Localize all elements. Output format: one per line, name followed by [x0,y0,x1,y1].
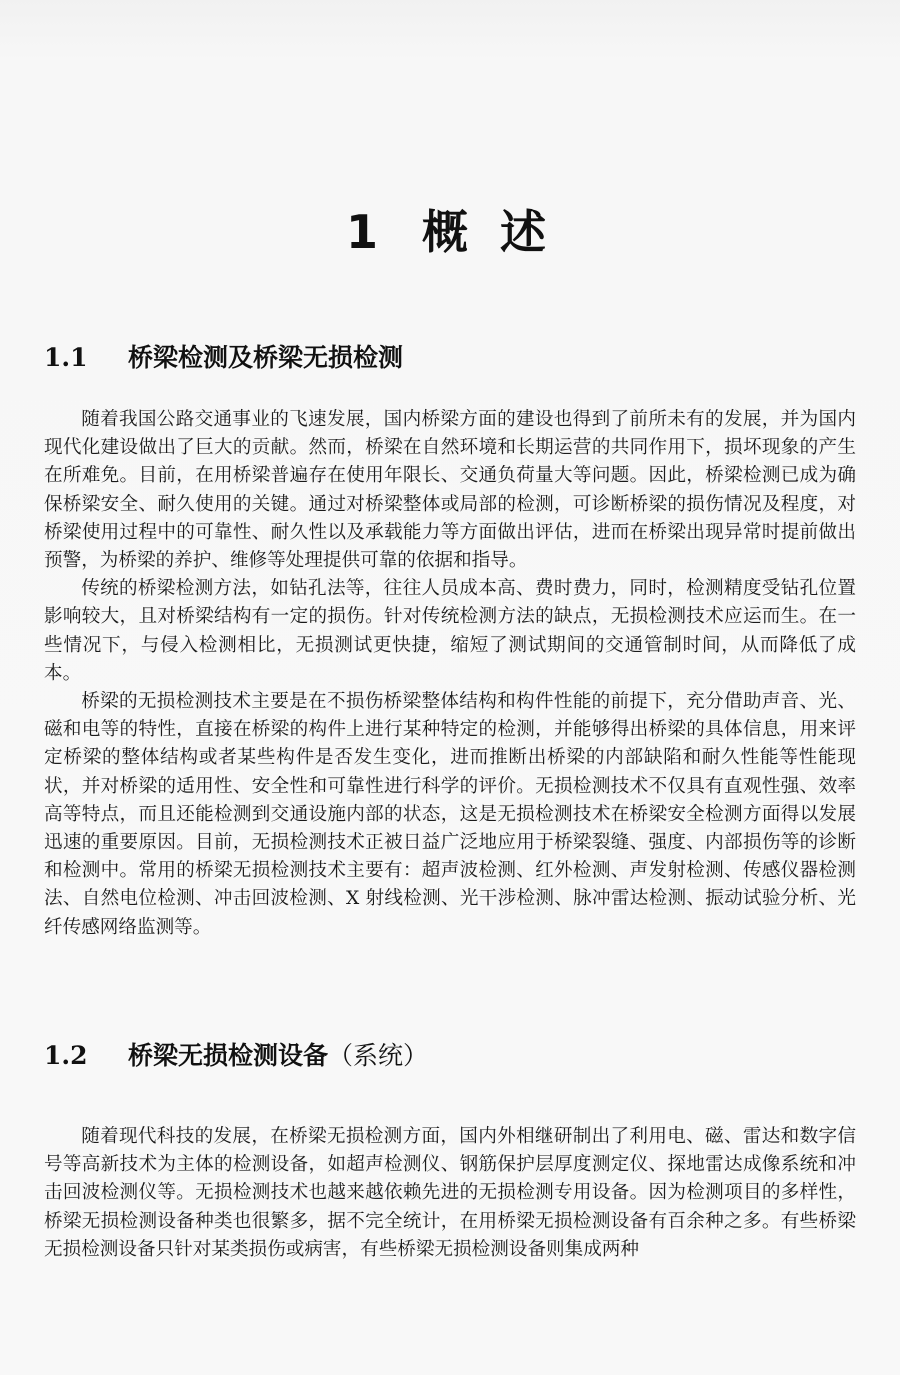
section-heading-1-2 [44,1036,428,1072]
section-number: 1.1 [44,343,88,372]
section-title: 桥梁检测及桥梁无损检测 [128,343,404,372]
chapter-title [0,196,900,262]
section-number: 1.2 [44,1041,88,1070]
section-title-suffix: （系统） [328,1041,429,1070]
section-1-1-body [44,406,856,942]
paragraph: 传统的桥梁检测方法，如钻孔法等，往往人员成本高、费时费力，同时，检测精度受钻孔位置影响较大，且对桥梁结构有一定的损伤。针对传统检测方法的缺点，无损检测技术应运而生。在一些情况下，与侵入检测相比，无损测试更快捷，缩短了测试期间的交通管制时间，从而降低了成本。 [44,578,856,684]
section-title: 桥梁无损检测设备 [128,1041,329,1070]
chapter-title-text: 概 述 [422,205,555,259]
chapter-number: 1 [345,205,386,259]
paragraph: 随着现代科技的发展，在桥梁无损检测方面，国内外相继研制出了利用电、磁、雷达和数字信号等高新技术为主体的检测设备，如超声检测仪、钢筋保护层厚度测定仪、探地雷达成像系统和冲击回波检测仪等。无损检测技术也越来越依赖先进的无损检测专用设备。因为检测项目的多样性，桥梁无损检测设备种类也很繁多，据不完全统计，在用桥梁无损检测设备有百余种之多。有些桥梁无损检测设备只针对某类损伤或病害，有些桥梁无损检测设备则集成两种 [44,1126,856,1260]
section-heading-1-1 [44,338,403,374]
section-1-2-body [44,1123,856,1264]
paragraph: 桥梁的无损检测技术主要是在不损伤桥梁整体结构和构件性能的前提下，充分借助声音、光、磁和电等的特性，直接在桥梁的构件上进行某种特定的检测，并能够得出桥梁的具体信息，用来评定桥梁的整体结构或者某些构件是否发生变化，进而推断出桥梁的内部缺陷和耐久性能等性能现状，并对桥梁的适用性、安全性和可靠性进行科学的评价。无损检测技术不仅具有直观性强、效率高等特点，而且还能检测到交通设施内部的状态，这是无损检测技术在桥梁安全检测方面得以发展迅速的重要原因。目前，无损检测技术正被日益广泛地应用于桥梁裂缝、强度、内部损伤等的诊断和检测中。常用的桥梁无损检测技术主要有：超声波检测、红外检测、声发射检测、传感仪器检测法、自然电位检测、冲击回波检测、X 射线检测、光干涉检测、脉冲雷达检测、振动试验分析、光纤传感网络监测等。 [44,691,856,938]
paragraph: 随着我国公路交通事业的飞速发展，国内桥梁方面的建设也得到了前所未有的发展，并为国内现代化建设做出了巨大的贡献。然而，桥梁在自然环境和长期运营的共同作用下，损坏现象的产生在所难免。目前，在用桥梁普遍存在使用年限长、交通负荷量大等问题。因此，桥梁检测已成为确保桥梁安全、耐久使用的关键。通过对桥梁整体或局部的检测，可诊断桥梁的损伤情况及程度，对桥梁使用过程中的可靠性、耐久性以及承载能力等方面做出评估，进而在桥梁出现异常时提前做出预警，为桥梁的养护、维修等处理提供可靠的依据和指导。 [44,409,856,572]
